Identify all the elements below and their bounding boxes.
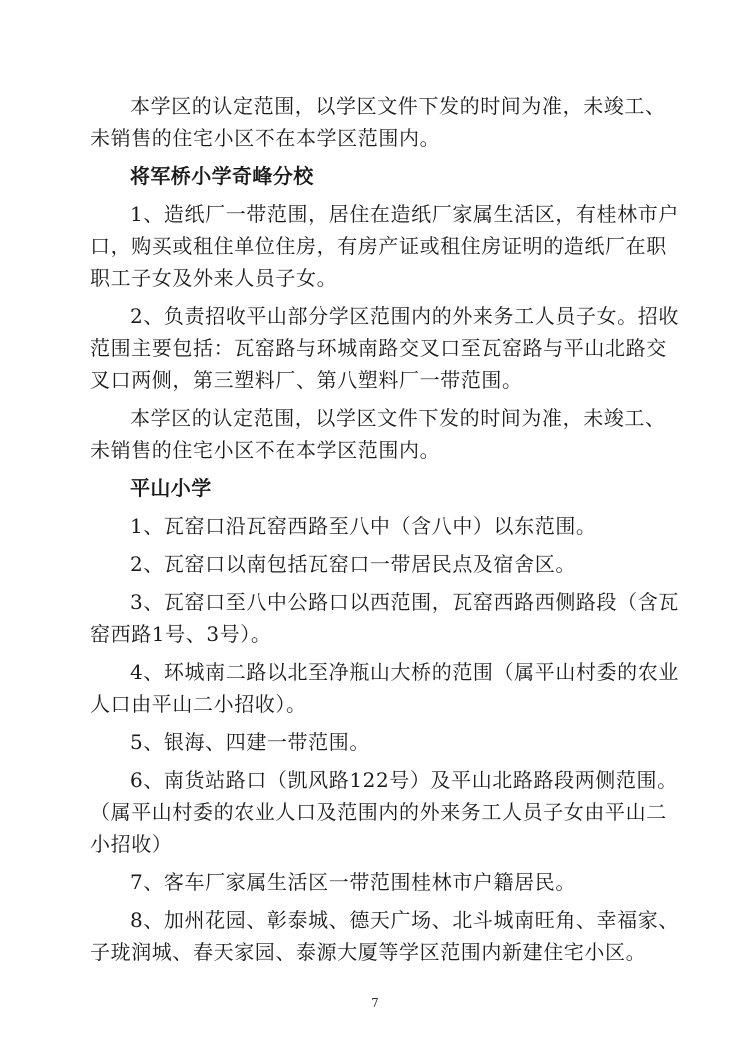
paragraph-line: 未销售的住宅小区不在本学区范围内。	[90, 126, 441, 150]
section-heading: 将军桥小学奇峰分校	[130, 164, 314, 188]
paragraph-line: 人口由平山二小招收）。	[90, 692, 307, 716]
section-heading: 平山小学	[130, 476, 212, 500]
paragraph-line: 4、环城南二路以北至净瓶山大桥的范围（属平山村委的农业	[130, 660, 679, 684]
paragraph-line: 6、南货站路口（凯风路122号）及平山北路路段两侧范围。	[130, 768, 678, 792]
page-number: 7	[371, 996, 379, 1010]
paragraph-line: 2、负责招收平山部分学区范围内的外来务工人员子女。招收	[130, 304, 679, 328]
paragraph-line: 2、瓦窑口以南包括瓦窑口一带居民点及宿舍区。	[130, 552, 576, 576]
paragraph-line: 窑西路1号、3号）。	[90, 622, 272, 646]
paragraph-line: 叉口两侧，第三塑料厂、第八塑料厂一带范围。	[90, 368, 523, 392]
paragraph-line: 3、瓦窑口至八中公路口以西范围，瓦窑西路西侧路段（含瓦	[130, 590, 679, 614]
paragraph-line: 本学区的认定范围，以学区文件下发的时间为准，未竣工、	[130, 406, 666, 430]
paragraph-line: 小招收）	[90, 832, 173, 856]
paragraph-line: 7、客车厂家属生活区一带范围桂林市户籍居民。	[130, 870, 576, 894]
paragraph-line: 范围主要包括：瓦窑路与环城南路交叉口至瓦窑路与平山北路交	[90, 336, 667, 360]
document-body	[90, 90, 679, 968]
paragraph-line: 5、银海、四建一带范围。	[130, 730, 370, 754]
paragraph-line: 口，购买或租住单位住房，有房产证或租住房证明的造纸厂在职	[90, 234, 667, 258]
paragraph-line: 1、瓦窑口沿瓦窑西路至八中（含八中）以东范围。	[130, 514, 597, 538]
paragraph-line: 8、加州花园、彰泰城、德天广场、北斗城南旺角、幸福家、	[130, 908, 679, 932]
paragraph-line: 子珑润城、春天家园、泰源大厦等学区范围内新建住宅小区。	[90, 940, 647, 964]
paragraph-line: 未销售的住宅小区不在本学区范围内。	[90, 438, 441, 462]
paragraph-line: 职工子女及外来人员子女。	[90, 266, 338, 290]
paragraph-line: 本学区的认定范围，以学区文件下发的时间为准，未竣工、	[130, 94, 666, 118]
paragraph-line: 1、造纸厂一带范围，居住在造纸厂家属生活区，有桂林市户	[130, 202, 679, 226]
paragraph-line: （属平山村委的农业人口及范围内的外来务工人员子女由平山二	[90, 800, 667, 824]
